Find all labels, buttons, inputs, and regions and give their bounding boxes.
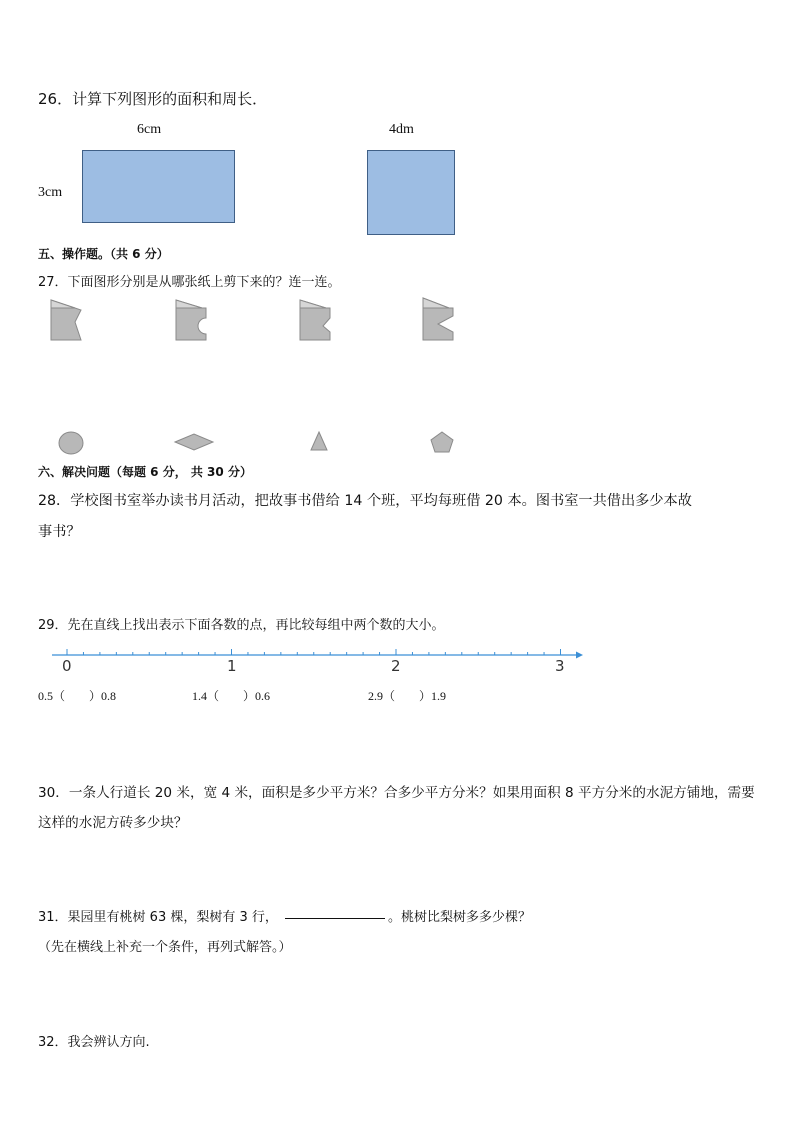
q31-line1-a: 31．果园里有桃树 63 棵，梨树有 3 行， [38,910,278,925]
compare-3: 2.9（ ）1.9 [368,689,447,703]
rhombus-shape-icon [173,432,215,452]
number-line [48,648,588,678]
rectangle-figure [82,150,235,223]
paper-cut-4-icon [420,296,458,344]
paper-cut-2-icon [173,296,211,344]
q30-line1: 30．一条人行道长 20 米，宽 4 米，面积是多少平方米？合多少平方分米？如果用面积 8 平方分米的水泥方铺地，需要 [38,785,755,801]
q28-line1: 28．学校图书室举办读书月活动，把故事书借给 14 个班，平均每班借 20 本。图书室一共借出多少本故 [38,493,692,509]
q27-title: 27．下面图形分别是从哪张纸上剪下来的？连一连。 [38,275,341,290]
tick-label-3: 3 [555,657,565,675]
square-side-label: 4dm [389,122,414,137]
paper-cut-1-icon [48,296,84,344]
circle-shape-icon [58,430,86,456]
q32-title: 32．我会辨认方向. [38,1035,150,1050]
triangle-shape-icon [309,430,329,452]
q30-line2: 这样的水泥方砖多少块？ [38,815,188,831]
tick-label-1: 1 [227,657,237,675]
paper-cut-3-icon [297,296,335,344]
q31-line1-b: 。桃树比梨树多多少棵？ [388,910,532,925]
q28-line2: 事书？ [38,524,81,540]
q29-title: 29．先在直线上找出表示下面各数的点，再比较每组中两个数的大小。 [38,618,445,633]
square-figure [367,150,455,235]
rect-height-label: 3cm [38,185,63,200]
tick-label-0: 0 [62,657,72,675]
section-6-heading: 六、解决问题（每题 6 分， 共 30 分） [38,465,252,479]
compare-2: 1.4（ ）0.6 [192,689,271,703]
q31-line2: （先在横线上补充一个条件，再列式解答。） [38,940,292,955]
q26-title: 26．计算下列图形的面积和周长． [38,90,268,108]
answer-blank[interactable] [285,918,385,919]
pentagon-shape-icon [429,430,455,454]
section-5-heading: 五、操作题。（共 6 分） [38,247,169,261]
rect-width-label: 6cm [137,122,162,137]
compare-1: 0.5（ ）0.8 [38,689,117,703]
tick-label-2: 2 [391,657,401,675]
